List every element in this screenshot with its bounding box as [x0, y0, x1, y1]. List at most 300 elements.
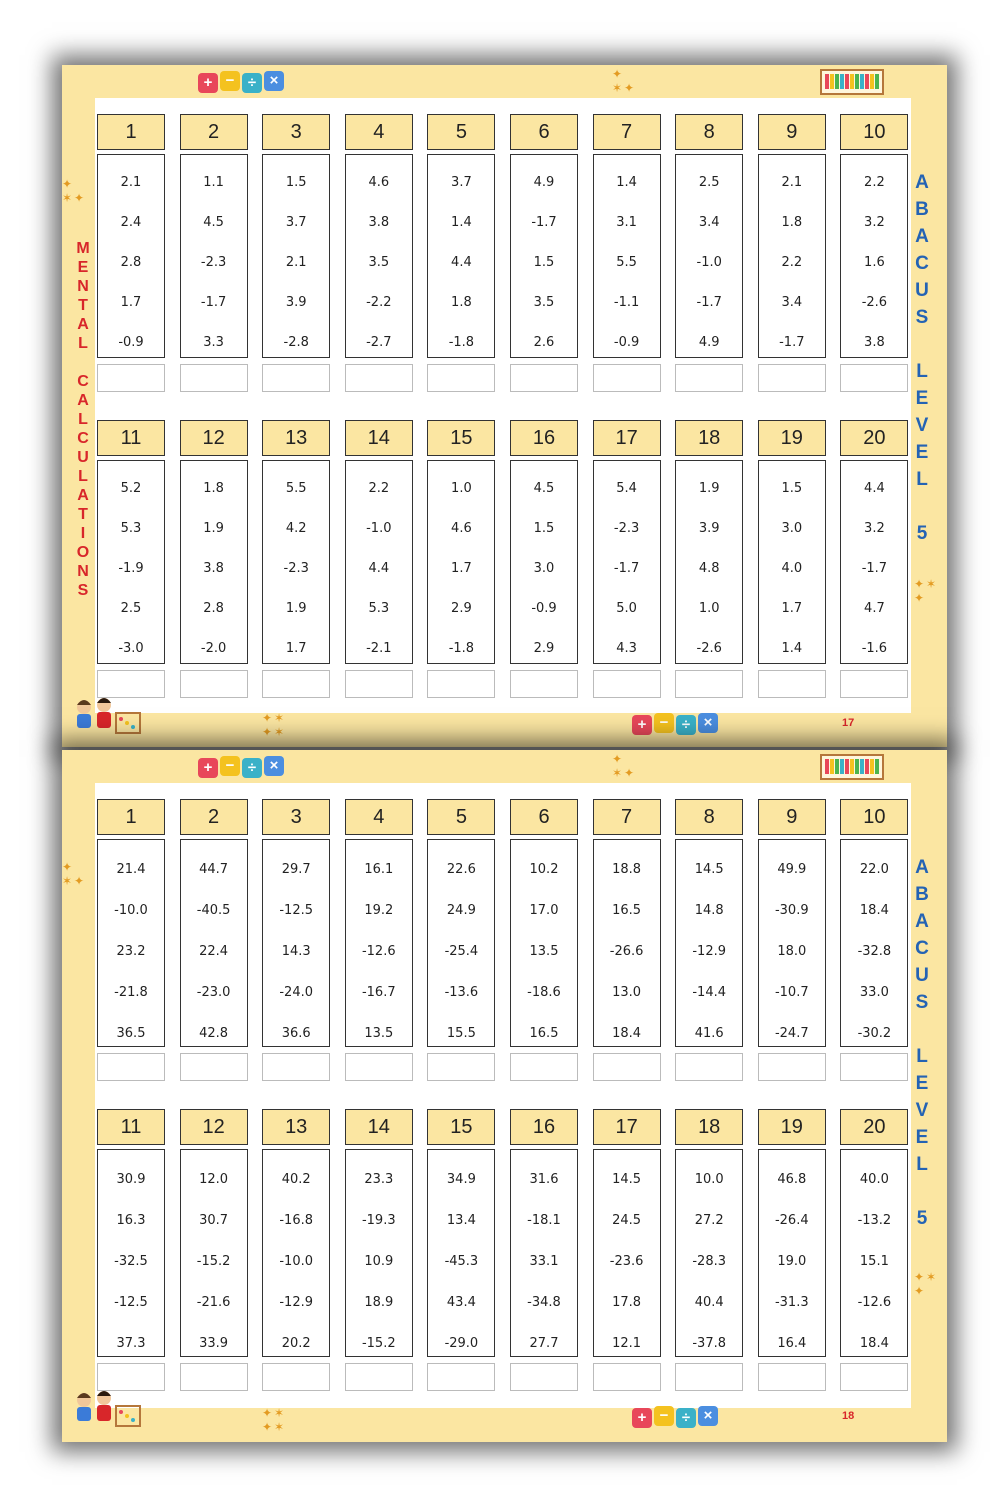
problem-value: 46.8 — [777, 1172, 807, 1187]
problem-value: -2.8 — [283, 335, 309, 350]
problem-value: -10.7 — [774, 985, 809, 1000]
problem-value: 4.0 — [781, 561, 803, 576]
problem-value: 44.7 — [199, 862, 229, 877]
problem-values-box — [675, 460, 743, 664]
problem-value: -2.2 — [366, 295, 392, 310]
problem-value: 19.0 — [777, 1254, 807, 1269]
answer-box[interactable] — [262, 364, 330, 392]
problem-value: 16.5 — [612, 903, 642, 918]
answer-box[interactable] — [510, 1363, 578, 1391]
answer-box[interactable] — [345, 670, 413, 698]
problem-value: 42.8 — [199, 1026, 229, 1041]
problem-value: 2.5 — [120, 601, 142, 616]
problem-values-box — [510, 839, 578, 1047]
answer-box[interactable] — [593, 1053, 661, 1081]
divide-icon: ÷ — [676, 1408, 696, 1428]
problem-value: 16.3 — [116, 1213, 146, 1228]
minus-icon: − — [654, 713, 674, 733]
abacus-bead — [855, 74, 859, 89]
problem-number: 12 — [180, 420, 248, 456]
problem-values-box — [758, 460, 826, 664]
abacus-bead — [865, 74, 869, 89]
answer-box[interactable] — [180, 670, 248, 698]
problem-number: 15 — [427, 420, 495, 456]
answer-box[interactable] — [593, 364, 661, 392]
problem-value: -15.2 — [196, 1254, 231, 1269]
problem-grid — [95, 783, 911, 1408]
problem-values-box — [675, 1149, 743, 1357]
kids-with-abacus-icon — [64, 1388, 144, 1432]
problem-value: -1.7 — [696, 295, 722, 310]
problem-value: 1.8 — [781, 215, 803, 230]
problem-value: -2.3 — [613, 521, 640, 536]
problem-value: 24.9 — [446, 903, 476, 918]
math-operators-icon — [198, 756, 286, 782]
abacus-bead — [860, 759, 864, 774]
problem-values-box — [593, 460, 661, 664]
problem-values-box — [758, 1149, 826, 1357]
problem-value: 1.5 — [533, 255, 555, 270]
problem-number: 4 — [345, 799, 413, 835]
problem-value: 2.8 — [203, 601, 224, 616]
problem-value: 1.0 — [451, 481, 472, 496]
problem-value: 17.8 — [612, 1295, 642, 1310]
problem-value: 5.4 — [616, 481, 637, 496]
abacus-bead — [870, 74, 874, 89]
problem-value: 2.2 — [864, 175, 885, 190]
problem-number: 3 — [262, 799, 330, 835]
answer-box[interactable] — [840, 670, 908, 698]
problem-value: -12.9 — [279, 1295, 313, 1310]
problem-value: 2.2 — [781, 255, 803, 270]
problem-value: -23.0 — [196, 985, 231, 1000]
problem-number: 5 — [427, 799, 495, 835]
problem-value: -2.1 — [366, 641, 392, 656]
minus-icon: − — [220, 756, 240, 776]
problem-value: -21.8 — [114, 985, 148, 1000]
plus-icon: + — [198, 758, 218, 778]
problem-values-box — [675, 839, 743, 1047]
problem-value: 2.1 — [781, 175, 803, 190]
problem-value: -15.2 — [361, 1336, 396, 1351]
problem-value: -12.6 — [361, 944, 396, 959]
problem-value: 4.8 — [698, 561, 720, 576]
problem-value: 15.1 — [859, 1254, 889, 1269]
problem-value: 1.8 — [203, 481, 224, 496]
problem-value: 1.1 — [203, 175, 224, 190]
problem-value: 40.4 — [694, 1295, 724, 1310]
kids-with-abacus-icon — [64, 695, 144, 739]
abacus-bead — [830, 74, 834, 89]
problem-value: -12.9 — [692, 944, 726, 959]
problem-values-box — [262, 1149, 330, 1357]
problem-value: -13.6 — [444, 985, 479, 1000]
problem-values-box — [840, 1149, 908, 1357]
worksheet-page-18 — [62, 750, 947, 1442]
problem-value: -25.4 — [444, 944, 479, 959]
problem-value: 3.7 — [285, 215, 307, 230]
problem-value: -1.0 — [696, 255, 722, 270]
problem-value: 23.2 — [116, 944, 146, 959]
answer-box[interactable] — [97, 1053, 165, 1081]
problem-value: 3.4 — [781, 295, 803, 310]
abacus-bead — [845, 759, 849, 774]
problem-values-box — [180, 839, 248, 1047]
problem-value: 1.7 — [285, 641, 307, 656]
problem-value: 1.5 — [285, 175, 307, 190]
answer-box[interactable] — [510, 364, 578, 392]
sparkle-icon: ✦✶ ✦✶ — [262, 711, 287, 739]
answer-box[interactable] — [758, 1363, 826, 1391]
abacus-bead — [875, 759, 879, 774]
plus-icon: + — [632, 1408, 652, 1428]
kids-illustration — [64, 1388, 144, 1432]
problem-values-box — [345, 839, 413, 1047]
problem-value: 18.4 — [859, 1336, 889, 1351]
answer-box[interactable] — [675, 364, 743, 392]
problem-value: 4.2 — [285, 521, 307, 536]
answer-box[interactable] — [97, 364, 165, 392]
abacus-bead — [830, 759, 834, 774]
answer-box[interactable] — [840, 1053, 908, 1081]
problem-values-box — [262, 839, 330, 1047]
problem-value: -29.0 — [444, 1336, 479, 1351]
problem-values-box — [97, 154, 165, 358]
problem-value: 2.6 — [533, 335, 555, 350]
problem-value: -10.0 — [279, 1254, 313, 1269]
problem-value: 40.0 — [859, 1172, 889, 1187]
problem-value: -18.1 — [527, 1213, 561, 1228]
abacus-bead — [835, 759, 839, 774]
answer-box[interactable] — [675, 1053, 743, 1081]
problem-value: 1.4 — [451, 215, 472, 230]
problem-value: 4.5 — [533, 481, 555, 496]
problem-values-box — [758, 154, 826, 358]
problem-value: 4.9 — [698, 335, 720, 350]
problem-value: 3.2 — [864, 215, 885, 230]
answer-box[interactable] — [758, 364, 826, 392]
problem-number: 2 — [180, 114, 248, 150]
problem-number: 14 — [345, 1109, 413, 1145]
problem-number: 6 — [510, 799, 578, 835]
problem-value: -1.8 — [448, 641, 475, 656]
problem-value: -12.5 — [114, 1295, 148, 1310]
problem-values-box — [97, 460, 165, 664]
problem-number: 19 — [758, 420, 826, 456]
abacus-bead — [860, 74, 864, 89]
problem-value: 3.5 — [368, 255, 390, 270]
abacus-icon — [820, 69, 884, 95]
exercise-panel — [95, 98, 911, 713]
problem-value: 27.2 — [694, 1213, 724, 1228]
problem-values-box — [593, 154, 661, 358]
problem-value: 1.9 — [285, 601, 307, 616]
answer-box[interactable] — [510, 670, 578, 698]
problem-value: -1.6 — [861, 641, 888, 656]
problem-number: 12 — [180, 1109, 248, 1145]
answer-box[interactable] — [427, 364, 495, 392]
answer-box[interactable] — [97, 670, 165, 698]
problem-values-box — [180, 460, 248, 664]
answer-box[interactable] — [758, 670, 826, 698]
problem-value: -26.4 — [774, 1213, 809, 1228]
multiply-icon: × — [264, 71, 284, 91]
problem-values-box — [510, 154, 578, 358]
abacus-bead — [855, 759, 859, 774]
problem-value: -0.9 — [613, 335, 640, 350]
answer-box[interactable] — [345, 1053, 413, 1081]
problem-number: 20 — [840, 1109, 908, 1145]
problem-value: -26.6 — [609, 944, 644, 959]
problem-number: 18 — [675, 420, 743, 456]
problem-value: -2.3 — [283, 561, 309, 576]
answer-box[interactable] — [262, 670, 330, 698]
sparkle-icon: ✦ ✶✦ — [612, 752, 637, 780]
sparkle-icon: ✦✶ ✦ — [914, 577, 939, 605]
problem-value: 13.0 — [612, 985, 642, 1000]
problem-value: -1.7 — [861, 561, 888, 576]
problem-value: 31.6 — [529, 1172, 559, 1187]
abacus-bead — [875, 74, 879, 89]
problem-value: 15.5 — [446, 1026, 476, 1041]
problem-number: 15 — [427, 1109, 495, 1145]
problem-value: -18.6 — [527, 985, 561, 1000]
worksheet-page-17 — [62, 65, 947, 747]
problem-value: -12.6 — [857, 1295, 892, 1310]
answer-box[interactable] — [758, 1053, 826, 1081]
sparkle-icon: ✦ ✶✦ — [62, 860, 87, 888]
problem-values-box — [758, 839, 826, 1047]
problem-value: -32.5 — [114, 1254, 148, 1269]
problem-value: -37.8 — [692, 1336, 726, 1351]
problem-value: 13.5 — [364, 1026, 394, 1041]
problem-number: 2 — [180, 799, 248, 835]
page-number: 18 — [842, 1410, 855, 1422]
problem-value: 19.2 — [364, 903, 394, 918]
problem-value: -2.7 — [366, 335, 392, 350]
problem-value: 3.7 — [451, 175, 472, 190]
problem-number: 20 — [840, 420, 908, 456]
problem-value: -13.2 — [857, 1213, 892, 1228]
answer-box[interactable] — [345, 1363, 413, 1391]
problem-value: 27.7 — [529, 1336, 559, 1351]
problem-values-box — [427, 460, 495, 664]
problem-number: 13 — [262, 1109, 330, 1145]
problem-values-box — [593, 839, 661, 1047]
problem-value: -1.7 — [200, 295, 227, 310]
problem-value: 1.4 — [616, 175, 637, 190]
problem-value: -30.2 — [857, 1026, 892, 1041]
problem-number: 16 — [510, 420, 578, 456]
problem-value: 1.9 — [698, 481, 720, 496]
problem-value: 2.1 — [285, 255, 307, 270]
problem-value: 1.7 — [451, 561, 472, 576]
divide-icon: ÷ — [676, 715, 696, 735]
problem-value: 33.0 — [859, 985, 889, 1000]
answer-box[interactable] — [593, 670, 661, 698]
problem-number: 3 — [262, 114, 330, 150]
problem-number: 7 — [593, 114, 661, 150]
problem-value: 3.9 — [285, 295, 307, 310]
problem-value: -1.7 — [531, 215, 557, 230]
problem-grid — [95, 98, 911, 713]
problem-value: -2.6 — [861, 295, 888, 310]
problem-value: -0.9 — [531, 601, 557, 616]
problem-value: 1.5 — [781, 481, 803, 496]
answer-box[interactable] — [427, 670, 495, 698]
answer-box[interactable] — [840, 1363, 908, 1391]
problem-number: 16 — [510, 1109, 578, 1145]
problem-value: 5.5 — [616, 255, 637, 270]
problem-values-box — [593, 1149, 661, 1357]
abacus-bead — [850, 74, 854, 89]
answer-box[interactable] — [675, 670, 743, 698]
minus-icon: − — [654, 1406, 674, 1426]
problem-value: 18.4 — [859, 903, 889, 918]
problem-value: 16.1 — [364, 862, 394, 877]
answer-box[interactable] — [180, 1363, 248, 1391]
problem-value: -21.6 — [196, 1295, 231, 1310]
problem-value: 23.3 — [364, 1172, 394, 1187]
kids-illustration — [64, 695, 144, 739]
problem-value: 17.0 — [529, 903, 559, 918]
answer-box[interactable] — [510, 1053, 578, 1081]
problem-value: 18.8 — [612, 862, 642, 877]
problem-value: 2.9 — [451, 601, 472, 616]
problem-value: 40.2 — [281, 1172, 311, 1187]
side-title-right: A B A C U S L E V E L 5 — [915, 857, 929, 1229]
answer-box[interactable] — [593, 1363, 661, 1391]
answer-box[interactable] — [180, 364, 248, 392]
problem-number: 18 — [675, 1109, 743, 1145]
problem-value: 2.5 — [698, 175, 720, 190]
problem-value: 3.0 — [533, 561, 555, 576]
problem-value: 30.7 — [199, 1213, 229, 1228]
problem-value: 41.6 — [694, 1026, 724, 1041]
answer-box[interactable] — [262, 1053, 330, 1081]
problem-value: 3.1 — [616, 215, 637, 230]
problem-value: 4.3 — [616, 641, 637, 656]
problem-value: 24.5 — [612, 1213, 642, 1228]
answer-box[interactable] — [345, 364, 413, 392]
problem-number: 11 — [97, 1109, 165, 1145]
problem-number: 10 — [840, 114, 908, 150]
problem-values-box — [427, 839, 495, 1047]
problem-values-box — [180, 1149, 248, 1357]
problem-values-box — [97, 1149, 165, 1357]
problem-value: 2.9 — [533, 641, 555, 656]
math-operators-icon — [632, 713, 720, 739]
problem-value: 3.2 — [864, 521, 885, 536]
problem-number: 8 — [675, 799, 743, 835]
problem-value: -45.3 — [444, 1254, 479, 1269]
problem-value: 30.9 — [116, 1172, 146, 1187]
problem-value: -3.0 — [118, 641, 144, 656]
problem-value: 3.9 — [698, 521, 720, 536]
problem-value: 1.7 — [120, 295, 142, 310]
problem-number: 7 — [593, 799, 661, 835]
problem-value: -32.8 — [857, 944, 892, 959]
plus-icon: + — [198, 73, 218, 93]
problem-value: 1.5 — [533, 521, 555, 536]
problem-value: 4.7 — [864, 601, 885, 616]
problem-value: 10.0 — [694, 1172, 724, 1187]
problem-values-box — [97, 839, 165, 1047]
problem-value: -0.9 — [118, 335, 144, 350]
problem-values-box — [840, 839, 908, 1047]
problem-value: 3.5 — [533, 295, 555, 310]
problem-value: 49.9 — [777, 862, 807, 877]
problem-value: 43.4 — [446, 1295, 476, 1310]
problem-value: 12.1 — [612, 1336, 642, 1351]
answer-box[interactable] — [427, 1363, 495, 1391]
problem-value: 5.2 — [120, 481, 142, 496]
problem-number: 6 — [510, 114, 578, 150]
problem-values-box — [345, 154, 413, 358]
problem-value: 3.8 — [864, 335, 885, 350]
problem-value: 34.9 — [446, 1172, 476, 1187]
problem-value: 3.8 — [368, 215, 390, 230]
problem-values-box — [345, 1149, 413, 1357]
problem-value: 4.9 — [533, 175, 555, 190]
side-title-right: A B A C U S L E V E L 5 — [915, 172, 929, 544]
problem-value: -30.9 — [774, 903, 809, 918]
problem-number: 9 — [758, 799, 826, 835]
sparkle-icon: ✦✶ ✦✶ — [262, 1406, 287, 1434]
divide-icon: ÷ — [242, 73, 262, 93]
problem-value: -31.3 — [774, 1295, 809, 1310]
problem-value: -1.8 — [448, 335, 475, 350]
problem-value: 2.1 — [120, 175, 142, 190]
problem-values-box — [510, 1149, 578, 1357]
problem-number: 19 — [758, 1109, 826, 1145]
problem-value: -14.4 — [692, 985, 726, 1000]
problem-number: 14 — [345, 420, 413, 456]
answer-box[interactable] — [180, 1053, 248, 1081]
problem-value: 4.4 — [451, 255, 472, 270]
math-operators-icon — [632, 1406, 720, 1432]
problem-value: -24.0 — [279, 985, 313, 1000]
problem-value: 33.1 — [529, 1254, 559, 1269]
problem-value: 2.4 — [120, 215, 142, 230]
problem-values-box — [262, 460, 330, 664]
problem-value: -1.0 — [366, 521, 392, 536]
problem-value: -16.7 — [361, 985, 396, 1000]
abacus-bead — [840, 759, 844, 774]
problem-value: 1.0 — [698, 601, 720, 616]
problem-value: 13.4 — [446, 1213, 476, 1228]
answer-box[interactable] — [675, 1363, 743, 1391]
sparkle-icon: ✦ ✶✦ — [62, 177, 87, 205]
exercise-panel — [95, 783, 911, 1408]
abacus-bead — [840, 74, 844, 89]
problem-value: -24.7 — [774, 1026, 809, 1041]
problem-value: 22.0 — [859, 862, 889, 877]
problem-number: 13 — [262, 420, 330, 456]
problem-value: -2.6 — [696, 641, 722, 656]
multiply-icon: × — [264, 756, 284, 776]
answer-box[interactable] — [262, 1363, 330, 1391]
problem-value: 36.6 — [281, 1026, 311, 1041]
answer-box[interactable] — [427, 1053, 495, 1081]
problem-value: 29.7 — [281, 862, 311, 877]
answer-box[interactable] — [840, 364, 908, 392]
problem-value: -16.8 — [279, 1213, 313, 1228]
problem-value: -1.7 — [613, 561, 640, 576]
problem-value: 22.4 — [199, 944, 229, 959]
problem-value: 4.6 — [368, 175, 390, 190]
answer-box[interactable] — [97, 1363, 165, 1391]
